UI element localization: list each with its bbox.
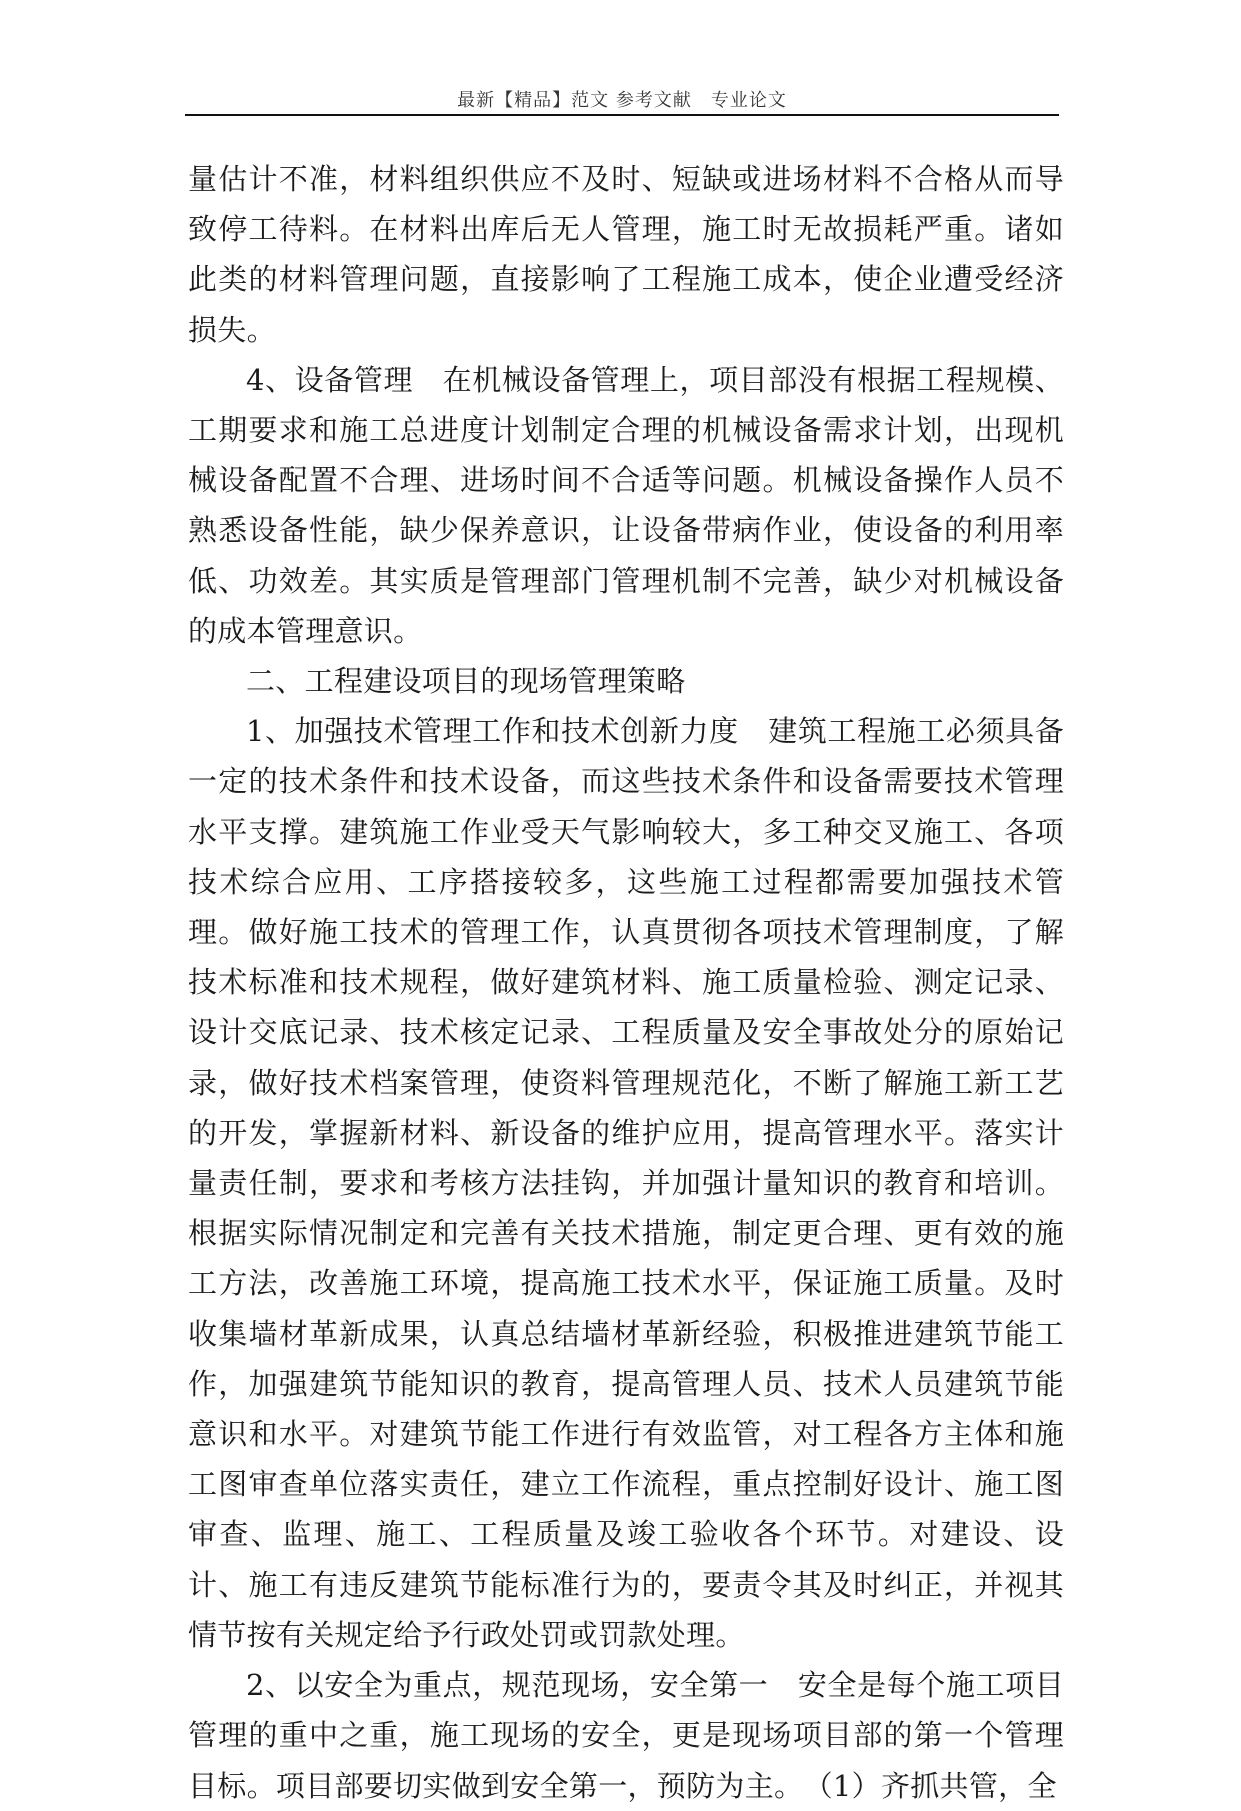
paragraph: 2、以安全为重点，规范现场，安全第一 安全是每个施工项目管理的重中之重，施工现场的安全，更是现场项目部的第一个管理目标。项目部要切实做到安全第一，预防为主。 （1）齐抓共管，全 xyxy=(188,1668,1064,1803)
section-heading: 二、工程建设项目的现场管理策略 xyxy=(246,664,686,699)
paragraph: 1、加强技术管理工作和技术创新力度 建筑工程施工必须具备一定的技术条件和技术设备，而这些技术条件和设备需要技术管理水平支撑。建筑施工作业受天气影响较大，多工种交叉施工、各项技术综合应用、工序搭接较多，这些施工过程都需要加强技术管理。做好施工技术的管理工作，认真贯彻各项技术管理制度，了解技术标准和技术规程，做好建筑材料、施工质量检验、测定记录、设计交底记录、技术核定记录、工程质量及安全事故处分的原始记录，做好技术档案管理，使资料管理规范化，不断了解施工新工艺的开发，掌握新材料、新设备的维护应用，提高管理水平。落实计量责任制，要求和考核方法挂钩，并加强计量知识的教育和培训。根据实际情况制定和完善有关技术措施，制定更合理、更有效的施工方法，改善施工环境，提高施工技术水平，保证施工质量。及时收集墙材革新成果，认真总结墙材革新经验，积极推进建筑节能工作，加强建筑节能知识的教育，提高管理人员、技术人员建筑节能意识和水平。对建筑节能工作进行有效监管，对工程各方主体和施工图审查单位落实责任，建立工作流程，重点控制好设计、施工图审查、监理、施工、工程质量及竣工验收各个环节。对建设、设计、施工有违反建筑节能标准行为的，要责令其及时纠正，并视其情节按有关规定给予行政处罚或罚款处理。 xyxy=(188,714,1064,1652)
paragraph: 4、设备管理 在机械设备管理上，项目部没有根据工程规模、工期要求和施工总进度计划制定合理的机械设备需求计划，出现机械设备配置不合理、进场时间不合适等问题。机械设备操作人员不熟悉设备性能，缺少保养意识，让设备带病作业，使设备的利用率低、功效差。其实质是管理部门管理机制不完善，缺少对机械设备的成本管理意识。 xyxy=(188,362,1064,648)
header-rule xyxy=(185,114,1059,116)
document-body xyxy=(188,154,1064,1811)
paragraph: 量估计不准，材料组织供应不及时、短缺或进场材料不合格从而导致停工待料。在材料出库后无人管理，施工时无故损耗严重。诸如此类的材料管理问题，直接影响了工程施工成本，使企业遭受经济损失。 xyxy=(188,162,1064,347)
page-header: 最新【精品】范文 参考文献 专业论文 xyxy=(457,90,787,111)
